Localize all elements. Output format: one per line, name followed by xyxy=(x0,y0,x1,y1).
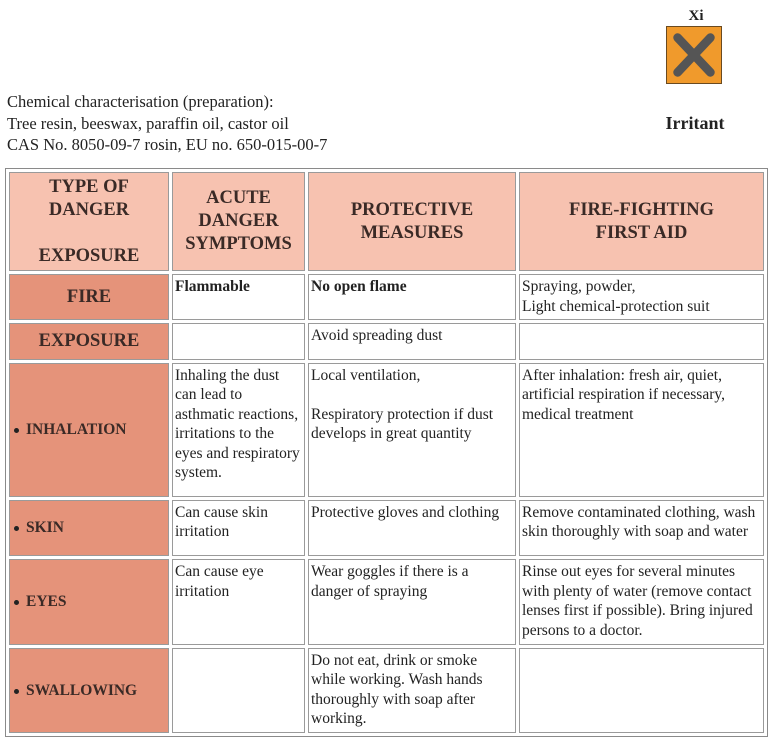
category-skin-label: SKIN xyxy=(26,519,64,537)
category-fire: FIRE xyxy=(9,274,169,320)
table-row-eyes xyxy=(9,559,764,644)
hazard-symbol-block xyxy=(664,8,728,24)
swallowing-first-aid xyxy=(519,648,764,733)
eyes-first-aid: Rinse out eyes for several minutes with plenty of water (remove contact lenses first if possible). Bring injured persons to a doctor. xyxy=(519,559,764,644)
bullet-icon xyxy=(14,428,19,433)
characterisation-ingredients: Tree resin, beeswax, paraffin oil, castor oil xyxy=(7,113,289,133)
skin-protective: Protective gloves and clothing xyxy=(308,500,516,557)
category-swallowing xyxy=(9,648,169,733)
eyes-acute: Can cause eye irritation xyxy=(172,559,305,644)
fire-acute: Flammable xyxy=(172,274,305,320)
skin-acute: Can cause skin irritation xyxy=(172,500,305,557)
fire-first-aid: Spraying, powder, Light chemical-protection suit xyxy=(519,274,764,320)
chemical-characterisation xyxy=(7,91,327,156)
category-eyes-label: EYES xyxy=(26,593,67,611)
category-swallowing-label: SWALLOWING xyxy=(26,681,138,699)
table-header-row xyxy=(9,172,764,271)
inhalation-first-aid: After inhalation: fresh air, quiet, artificial respiration if necessary, medical treatment xyxy=(519,363,764,497)
skin-first-aid: Remove contaminated clothing, wash skin thoroughly with soap and water xyxy=(519,500,764,557)
characterisation-heading: Chemical characterisation (preparation): xyxy=(7,92,274,111)
exposure-first-aid xyxy=(519,323,764,360)
table-row-fire xyxy=(9,274,764,320)
category-inhalation xyxy=(9,363,169,497)
bullet-icon xyxy=(14,689,19,694)
hazard-label: Irritant xyxy=(665,113,725,133)
table-row-skin xyxy=(9,500,764,557)
table-row-swallowing xyxy=(9,648,764,733)
fire-protective: No open flame xyxy=(308,274,516,320)
inhalation-protective: Local ventilation, Respiratory protection if dust develops in great quantity xyxy=(308,363,516,497)
swallowing-protective: Do not eat, drink or smoke while working. Wash hands thoroughly with soap after working. xyxy=(308,648,516,733)
category-skin xyxy=(9,500,169,557)
category-inhalation-label: INHALATION xyxy=(26,420,127,438)
x-cross-icon-graphic xyxy=(667,27,721,83)
safety-table xyxy=(5,168,768,737)
exposure-acute xyxy=(172,323,305,360)
category-exposure: EXPOSURE xyxy=(9,323,169,360)
bullet-icon xyxy=(14,600,19,605)
header-acute-danger: ACUTE DANGER SYMPTOMS xyxy=(172,172,305,271)
exposure-protective: Avoid spreading dust xyxy=(308,323,516,360)
header-type-of-danger: TYPE OF DANGER EXPOSURE xyxy=(9,172,169,271)
category-eyes xyxy=(9,559,169,644)
table-row-inhalation xyxy=(9,363,764,497)
characterisation-cas: CAS No. 8050-09-7 rosin, EU no. 650-015-00-7 xyxy=(7,135,328,154)
hazard-code: Xi xyxy=(688,8,704,24)
inhalation-acute: Inhaling the dust can lead to asthmatic reactions, irritations to the eyes and respiratory system. xyxy=(172,363,305,497)
eyes-protective: Wear goggles if there is a danger of spraying xyxy=(308,559,516,644)
swallowing-acute xyxy=(172,648,305,733)
x-cross-icon xyxy=(666,26,722,84)
header-first-aid: FIRE-FIGHTING FIRST AID xyxy=(519,172,764,271)
header-protective-measures: PROTECTIVE MEASURES xyxy=(308,172,516,271)
table-row-exposure xyxy=(9,323,764,360)
bullet-icon xyxy=(14,526,19,531)
